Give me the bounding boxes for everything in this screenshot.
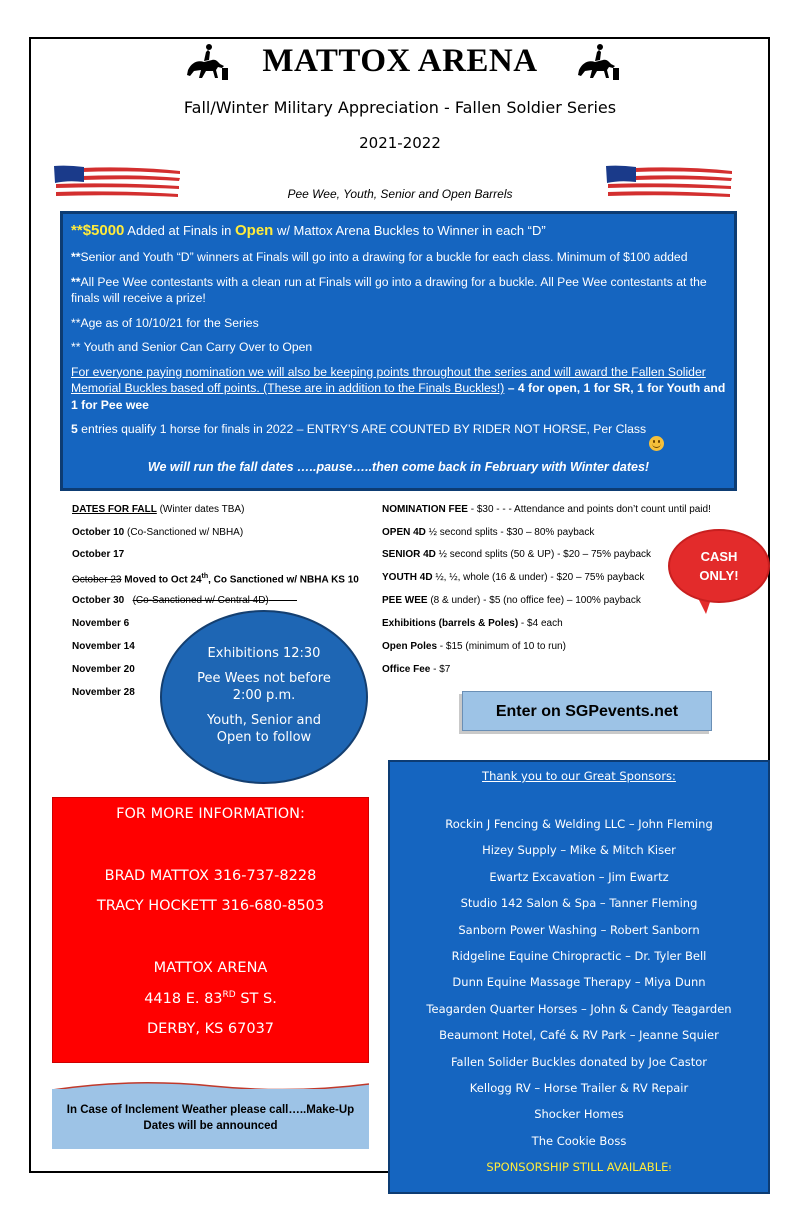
sponsors-heading: Thank you to our Great Sponsors:	[482, 769, 676, 783]
fee-item: YOUTH 4D ½, ½, whole (16 & under) - $20 – 75% payback	[382, 572, 645, 583]
sponsors-box	[388, 760, 770, 1194]
smiley-icon	[649, 436, 664, 451]
sponsor-item: Sanborn Power Washing – Robert Sanborn	[458, 922, 700, 937]
senior-youth-line: **Senior and Youth “D” winners at Finals will go into a drawing for a buckle for each class. Minimum of $100 added	[71, 250, 688, 265]
fee-item: SENIOR 4D ½ second splits (50 & UP) - $20 – 75% payback	[382, 549, 652, 560]
date-item: October 23 Moved to Oct 24th, Co Sanctioned w/ NBHA KS 10	[72, 573, 359, 586]
exhibitions-schedule: Exhibitions 12:30 Pee Wees not before 2:00 p.m. Youth, Senior and Open to follow	[160, 610, 368, 784]
fee-item: Open Poles - $15 (minimum of 10 to run)	[382, 641, 566, 652]
sponsor-item: Dunn Equine Massage Therapy – Miya Dunn	[452, 975, 706, 990]
date-item: October 10 (Co-Sanctioned w/ NBHA)	[72, 527, 244, 538]
sponsor-item: Teagarden Quarter Horses – John & Candy Teagarden	[426, 1001, 732, 1016]
date-item: October 30 (Co-Sanctioned w/ Central 4D)	[72, 596, 297, 606]
info-box	[60, 211, 737, 491]
dates-heading: DATES FOR FALL (Winter dates TBA)	[72, 504, 245, 515]
sponsor-item: Fallen Solider Buckles donated by Joe Castor	[450, 1054, 708, 1069]
age-line: **Age as of 10/10/21 for the Series	[71, 315, 259, 330]
added-amount: $5000	[82, 222, 125, 239]
sponsor-item: The Cookie Boss	[531, 1133, 627, 1148]
added-money-line: **$5000 Added at Finals in Open w/ Mattox Arena Buckles to Winner in each “D”	[71, 222, 546, 239]
cash-only-badge: CASH ONLY!	[668, 529, 770, 603]
venue-address: 4418 E. 83RD ST S.	[144, 990, 277, 1007]
sponsor-item: Rockin J Fencing & Welding LLC – John Fleming	[445, 817, 713, 831]
entry-website-link[interactable]: Enter on SGPevents.net	[462, 691, 712, 731]
series-subtitle: Fall/Winter Military Appreciation - Fallen Soldier Series	[183, 98, 617, 117]
season-year: 2021-2022	[359, 134, 441, 152]
date-item: November 14	[72, 641, 135, 652]
sponsor-item: Studio 142 Salon & Spa – Tanner Fleming	[460, 896, 698, 911]
contact-info-box	[52, 797, 369, 1063]
sponsor-item: Hizey Supply – Mike & Mitch Kiser	[482, 843, 676, 858]
points-line: For everyone paying nomination we will also be keeping points throughout the series and will award the Fallen Solider Memorial Buckles based off points. (These are in addition to the Finals Buckles!) – 4 for open, 1 for SR, 1 for Youth and 1 for Pee wee	[71, 364, 726, 412]
date-item: November 28	[72, 687, 135, 698]
sponsor-item: Beaumont Hotel, Café & RV Park – Jeanne Squier	[439, 1028, 719, 1043]
sponsors-list	[390, 817, 768, 1160]
carry-over-line: ** Youth and Senior Can Carry Over to Open	[71, 340, 313, 355]
qualify-line: 5 entries qualify 1 horse for finals in 2022 – ENTRY’S ARE COUNTED BY RIDER NOT HORSE, Per Class	[71, 421, 726, 451]
schedule-note: We will run the fall dates …..pause…..then come back in February with Winter dates!	[147, 460, 650, 474]
fee-item: Office Fee - $7	[382, 664, 451, 675]
sponsorship-available: SPONSORSHIP STILL AVAILABLE!	[486, 1160, 672, 1175]
weather-notice: In Case of Inclement Weather please call…..Make-Up Dates will be announced	[52, 1089, 369, 1149]
event-classes: Pee Wee, Youth, Senior and Open Barrels	[287, 187, 513, 201]
date-item: November 20	[72, 664, 135, 675]
fee-item: Exhibitions (barrels & Poles) - $4 each	[382, 618, 563, 629]
open-highlight: Open	[234, 222, 274, 239]
fee-item: NOMINATION FEE - $30 - - - Attendance and points don’t count until paid!	[382, 504, 711, 515]
page-title: MATTOX ARENA	[262, 43, 538, 79]
fee-item: PEE WEE (8 & under) - $5 (no office fee) – 100% payback	[382, 595, 641, 606]
sponsor-item: Kellogg RV – Horse Trailer & RV Repair	[469, 1080, 689, 1095]
sponsor-item: Ridgeline Equine Chiropractic – Dr. Tyler Bell	[451, 948, 707, 963]
fee-item: OPEN 4D ½ second splits - $30 – 80% payback	[382, 527, 595, 538]
venue-city: DERBY, KS 67037	[146, 1020, 275, 1037]
sponsor-item: Ewartz Excavation – Jim Ewartz	[489, 869, 669, 884]
sponsor-item: Shocker Homes	[534, 1107, 624, 1122]
contact-person: TRACY HOCKETT 316-680-8503	[96, 898, 325, 914]
contact-person: BRAD MATTOX 316-737-8228	[104, 868, 317, 884]
pee-wee-line: **All Pee Wee contestants with a clean run at Finals will go into a drawing for a buckle. All Pee Wee contestants at the finals will receive a prize!	[71, 274, 707, 306]
date-item: November 6	[72, 618, 130, 629]
date-item: October 17	[72, 549, 125, 560]
contact-heading: FOR MORE INFORMATION:	[116, 806, 305, 822]
venue-name: MATTOX ARENA	[153, 960, 268, 976]
